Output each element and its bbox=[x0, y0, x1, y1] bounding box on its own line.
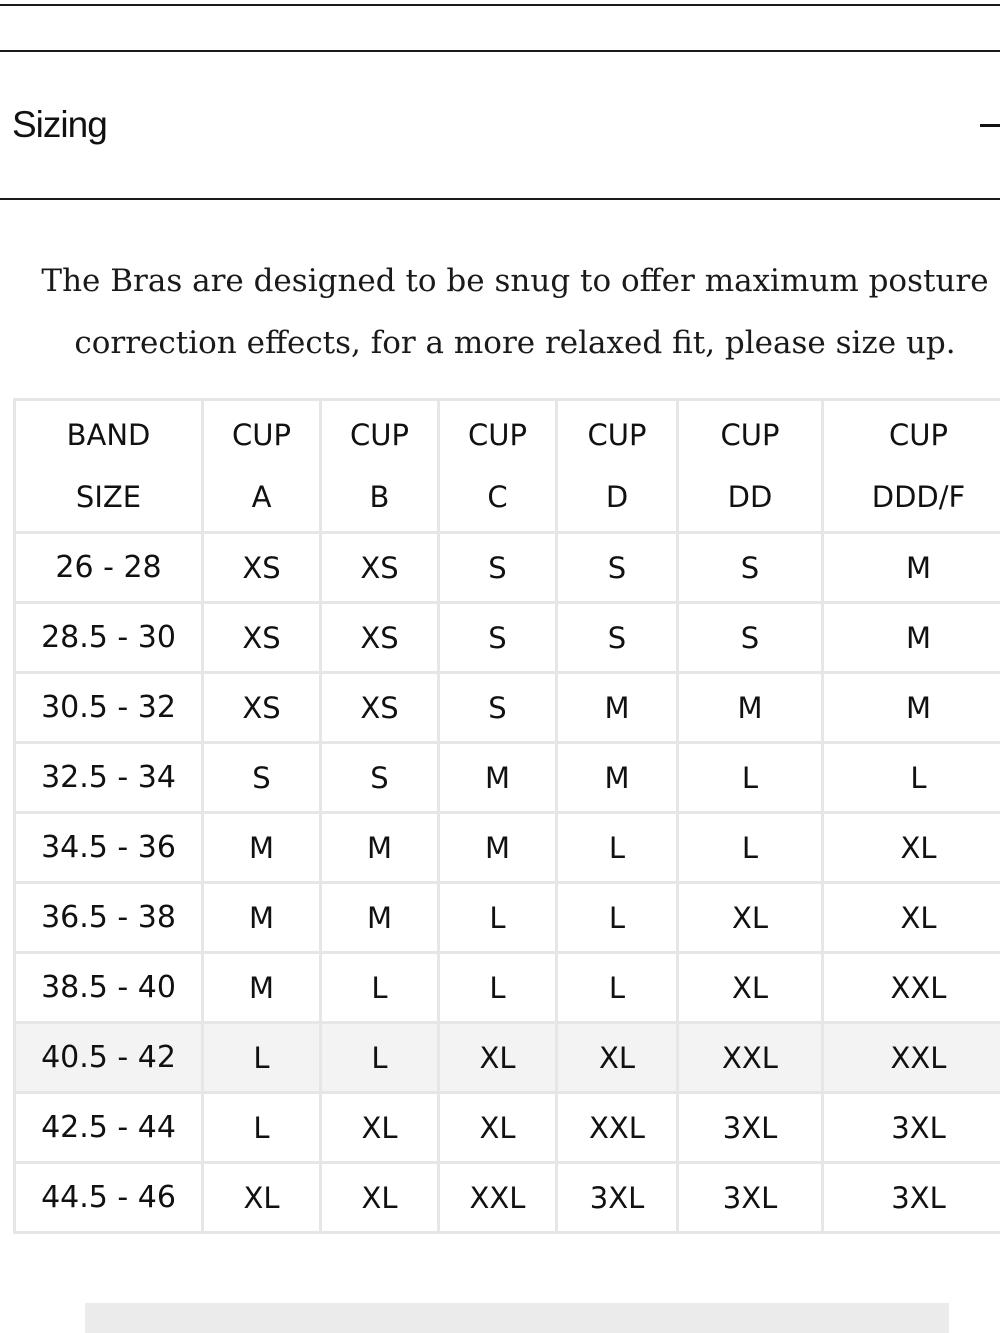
table-header-row bbox=[15, 400, 1000, 533]
section-divider-bottom bbox=[0, 198, 1000, 200]
header-line-1: CUP bbox=[587, 418, 647, 452]
header-line-2: B bbox=[369, 480, 390, 514]
size-cell: XL bbox=[439, 1023, 557, 1093]
band-size-cell: 30.5 - 32 bbox=[15, 673, 203, 743]
band-size-cell: 26 - 28 bbox=[15, 533, 203, 603]
header-line-1: CUP bbox=[889, 418, 948, 452]
size-cell: L bbox=[203, 1023, 321, 1093]
size-cell: L bbox=[321, 1023, 439, 1093]
header-cup-dd bbox=[678, 400, 823, 533]
size-cell: XXL bbox=[557, 1093, 678, 1163]
size-cell: XS bbox=[203, 533, 321, 603]
size-cell: XS bbox=[203, 673, 321, 743]
header-line-1: CUP bbox=[720, 418, 780, 452]
description-line-1: The Bras are designed to be snug to offer maximum posture bbox=[41, 263, 989, 299]
table-row bbox=[15, 533, 1000, 603]
size-cell: L bbox=[203, 1093, 321, 1163]
table-row bbox=[15, 603, 1000, 673]
band-size-cell: 42.5 - 44 bbox=[15, 1093, 203, 1163]
description-line-2: correction effects, for a more relaxed fit, please size up. bbox=[74, 325, 956, 361]
size-cell: XS bbox=[203, 603, 321, 673]
size-cell: XXL bbox=[823, 953, 1000, 1023]
header-line-1: CUP bbox=[350, 418, 409, 452]
size-cell: 3XL bbox=[823, 1163, 1000, 1233]
size-chart-table bbox=[13, 398, 1000, 1234]
size-cell: M bbox=[203, 953, 321, 1023]
size-cell: L bbox=[678, 813, 823, 883]
band-size-cell: 34.5 - 36 bbox=[15, 813, 203, 883]
band-size-cell: 36.5 - 38 bbox=[15, 883, 203, 953]
size-cell: 3XL bbox=[557, 1163, 678, 1233]
band-size-cell: 44.5 - 46 bbox=[15, 1163, 203, 1233]
size-cell: L bbox=[678, 743, 823, 813]
size-cell: M bbox=[823, 603, 1000, 673]
size-cell: L bbox=[439, 883, 557, 953]
size-cell: XS bbox=[321, 533, 439, 603]
header-band-size bbox=[15, 400, 203, 533]
table-row bbox=[15, 883, 1000, 953]
size-cell: S bbox=[678, 603, 823, 673]
header-line-2: DDD/F bbox=[871, 480, 966, 514]
size-cell: L bbox=[557, 883, 678, 953]
header-cup-a bbox=[203, 400, 321, 533]
header-line-1: BAND bbox=[66, 418, 151, 452]
size-cell: M bbox=[823, 673, 1000, 743]
header-cup-c bbox=[439, 400, 557, 533]
table-row bbox=[15, 1093, 1000, 1163]
size-cell: XL bbox=[557, 1023, 678, 1093]
size-cell: 3XL bbox=[678, 1163, 823, 1233]
size-cell: S bbox=[557, 533, 678, 603]
size-cell: S bbox=[678, 533, 823, 603]
table-body bbox=[15, 533, 1000, 1233]
footer-placeholder-bar bbox=[85, 1303, 949, 1333]
band-size-cell: 38.5 - 40 bbox=[15, 953, 203, 1023]
size-cell: M bbox=[557, 743, 678, 813]
size-cell: S bbox=[439, 603, 557, 673]
header-line-2: D bbox=[605, 480, 629, 514]
band-size-cell: 28.5 - 30 bbox=[15, 603, 203, 673]
size-cell: L bbox=[557, 813, 678, 883]
size-cell: M bbox=[203, 883, 321, 953]
table-row bbox=[15, 953, 1000, 1023]
sizing-accordion-header[interactable] bbox=[0, 52, 1000, 198]
size-cell: M bbox=[439, 743, 557, 813]
size-cell: S bbox=[203, 743, 321, 813]
size-cell: L bbox=[557, 953, 678, 1023]
size-cell: M bbox=[823, 533, 1000, 603]
size-cell: L bbox=[823, 743, 1000, 813]
size-cell: XL bbox=[321, 1163, 439, 1233]
size-cell: L bbox=[439, 953, 557, 1023]
size-cell: XS bbox=[321, 673, 439, 743]
size-cell: M bbox=[439, 813, 557, 883]
size-cell: M bbox=[678, 673, 823, 743]
accordion-title: Sizing bbox=[12, 104, 107, 145]
header-line-2: C bbox=[487, 480, 508, 514]
size-cell: XL bbox=[678, 883, 823, 953]
size-cell: M bbox=[203, 813, 321, 883]
header-line-1: CUP bbox=[232, 418, 291, 452]
size-cell: XL bbox=[439, 1093, 557, 1163]
table-row bbox=[15, 743, 1000, 813]
band-size-cell: 32.5 - 34 bbox=[15, 743, 203, 813]
minus-icon[interactable] bbox=[980, 124, 1000, 127]
size-cell: 3XL bbox=[678, 1093, 823, 1163]
size-cell: XXL bbox=[823, 1023, 1000, 1093]
header-line-2: A bbox=[251, 480, 272, 514]
size-cell: XL bbox=[823, 883, 1000, 953]
size-cell: XXL bbox=[439, 1163, 557, 1233]
size-cell: L bbox=[321, 953, 439, 1023]
size-cell: 3XL bbox=[823, 1093, 1000, 1163]
header-cup-ddd-f bbox=[823, 400, 1000, 533]
top-divider bbox=[0, 4, 1000, 6]
size-cell: M bbox=[321, 883, 439, 953]
size-cell: M bbox=[557, 673, 678, 743]
header-cup-b bbox=[321, 400, 439, 533]
table-row bbox=[15, 813, 1000, 883]
size-cell: XL bbox=[823, 813, 1000, 883]
header-line-1: CUP bbox=[468, 418, 527, 452]
size-cell: S bbox=[557, 603, 678, 673]
header-line-2: SIZE bbox=[75, 480, 142, 514]
size-cell: XXL bbox=[678, 1023, 823, 1093]
header-line-2: DD bbox=[727, 480, 773, 514]
size-cell: S bbox=[439, 533, 557, 603]
table-row bbox=[15, 673, 1000, 743]
table-row bbox=[15, 1023, 1000, 1093]
size-cell: S bbox=[321, 743, 439, 813]
size-cell: S bbox=[439, 673, 557, 743]
size-cell: M bbox=[321, 813, 439, 883]
size-cell: XL bbox=[321, 1093, 439, 1163]
size-cell: XL bbox=[203, 1163, 321, 1233]
header-cup-d bbox=[557, 400, 678, 533]
band-size-cell: 40.5 - 42 bbox=[15, 1023, 203, 1093]
size-cell: XS bbox=[321, 603, 439, 673]
size-cell: XL bbox=[678, 953, 823, 1023]
sizing-description bbox=[30, 250, 1000, 374]
table-row bbox=[15, 1163, 1000, 1233]
